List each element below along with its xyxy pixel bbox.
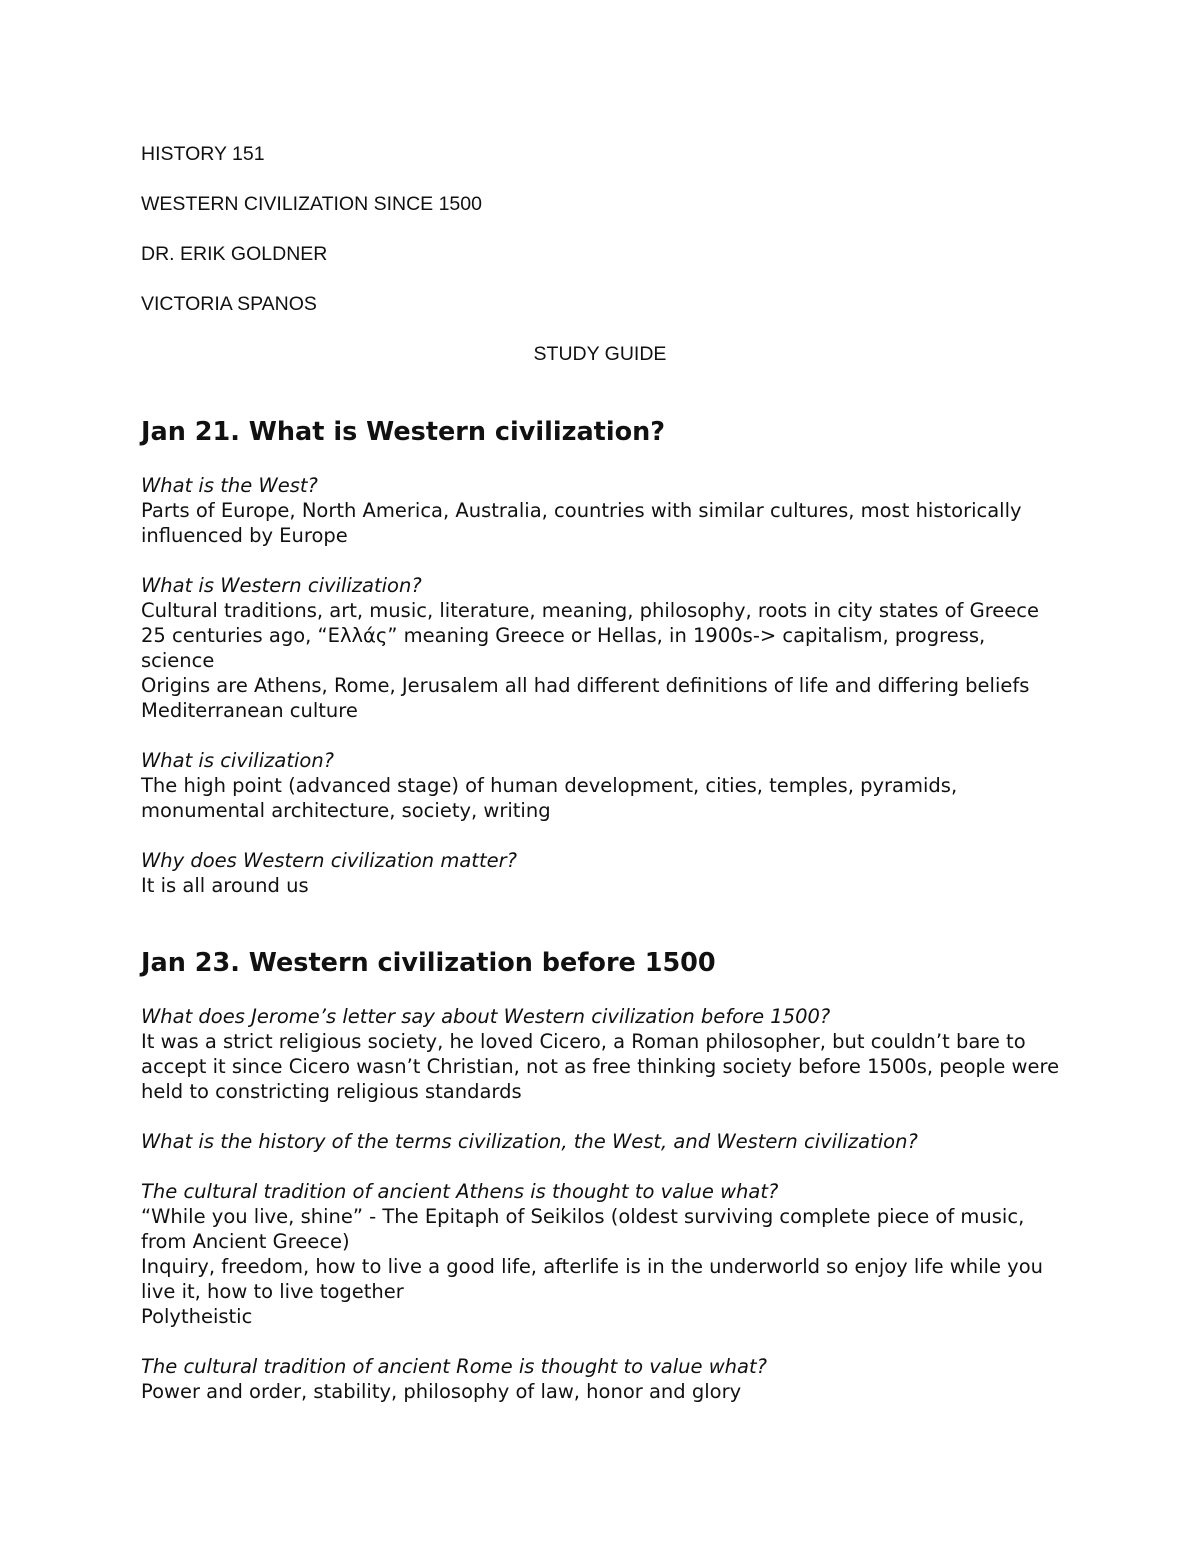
section-heading: Jan 23. Western civilization before 1500 [141, 948, 716, 978]
question: What is Western civilization? [141, 574, 422, 597]
section-jan-21 [141, 416, 1061, 898]
question: What does Jerome’s letter say about Western civilization before 1500? [141, 1005, 831, 1028]
question: The cultural tradition of ancient Rome is thought to value what? [141, 1355, 767, 1378]
answer: It was a strict religious society, he loved Cicero, a Roman philosopher, but couldn’t bare to accept it since Cicero wasn’t Christian, not as free thinking society before 1500s, people were held to constricting religious standards [141, 1030, 1060, 1103]
question: What is the history of the terms civilization, the West, and Western civilization? [141, 1130, 918, 1153]
question: The cultural tradition of ancient Athens is thought to value what? [141, 1180, 779, 1203]
answer: It is all around us [141, 874, 309, 897]
answer: Polytheistic [141, 1305, 253, 1328]
answer: Power and order, stability, philosophy of law, honor and glory [141, 1380, 742, 1403]
section-jan-23 [141, 947, 1061, 1404]
section-heading: Jan 21. What is Western civilization? [141, 417, 666, 447]
question: What is the West? [141, 474, 318, 497]
student-name: VICTORIA SPANOS [141, 293, 317, 315]
question: Why does Western civilization matter? [141, 849, 517, 872]
instructor-name: DR. ERIK GOLDNER [141, 243, 328, 265]
answer: Inquiry, freedom, how to live a good life, afterlife is in the underworld so enjoy life while you live it, how to live together [141, 1255, 1043, 1303]
question: What is civilization? [141, 749, 335, 772]
answer: Mediterranean culture [141, 699, 358, 722]
document-title: STUDY GUIDE [533, 343, 667, 365]
course-title: WESTERN CIVILIZATION SINCE 1500 [141, 193, 482, 215]
answer: Parts of Europe, North America, Australia, countries with similar cultures, most historically influenced by Europe [141, 499, 1022, 547]
answer: Cultural traditions, art, music, literature, meaning, philosophy, roots in city states of Greece 25 centuries ago, “Ελλάς” meaning Greece or Hellas, in 1900s-> capitalism, progress, science [141, 599, 1040, 672]
answer: “While you live, shine” - The Epitaph of Seikilos (oldest surviving complete piece of music, from Ancient Greece) [141, 1205, 1025, 1253]
answer: The high point (advanced stage) of human development, cities, temples, pyramids, monumental architecture, society, writing [141, 774, 958, 822]
answer: Origins are Athens, Rome, Jerusalem all had different definitions of life and differing beliefs [141, 674, 1030, 697]
course-number: HISTORY 151 [141, 143, 265, 165]
